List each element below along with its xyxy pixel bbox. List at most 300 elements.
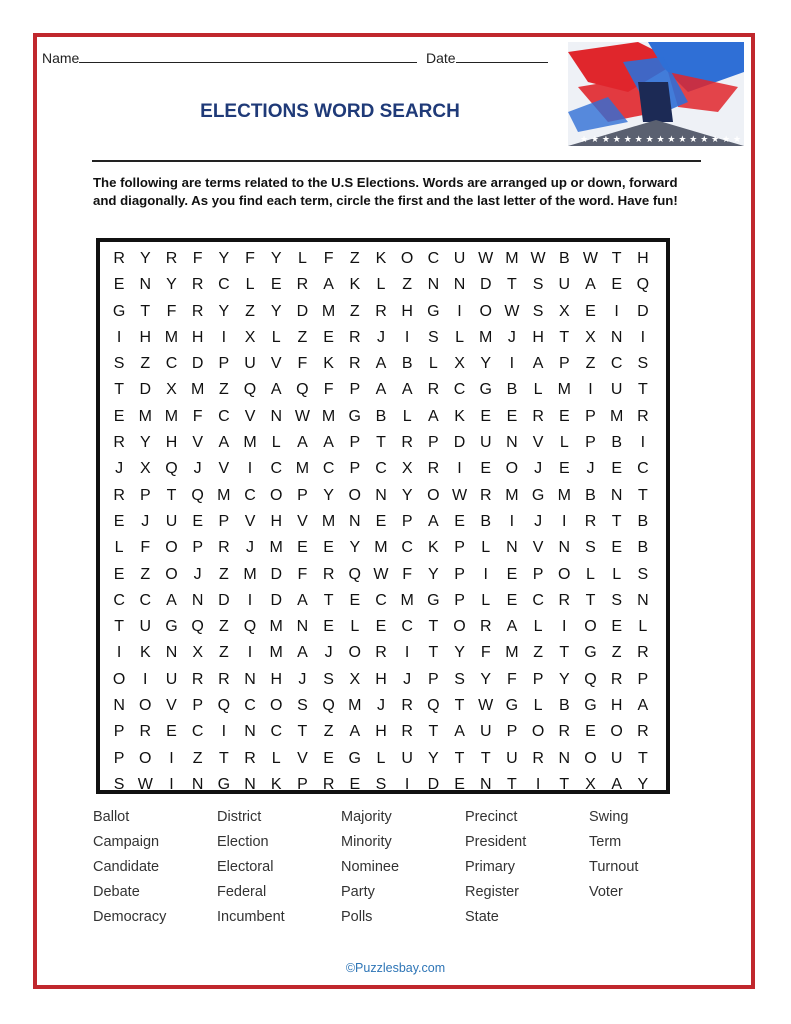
grid-letter[interactable]: P bbox=[349, 460, 361, 478]
grid-letter[interactable]: B bbox=[637, 512, 649, 530]
grid-letter[interactable]: S bbox=[637, 565, 649, 583]
grid-letter[interactable]: S bbox=[611, 591, 622, 609]
grid-letter[interactable]: J bbox=[141, 512, 150, 530]
grid-letter[interactable]: L bbox=[271, 434, 281, 452]
grid-letter[interactable]: X bbox=[166, 381, 177, 399]
grid-letter[interactable]: G bbox=[217, 775, 231, 793]
grid-letter[interactable]: E bbox=[506, 565, 518, 583]
grid-letter[interactable]: T bbox=[114, 381, 124, 399]
grid-letter[interactable]: D bbox=[270, 591, 282, 609]
grid-letter[interactable]: Z bbox=[218, 618, 229, 636]
grid-letter[interactable]: P bbox=[454, 591, 465, 609]
grid-letter[interactable]: A bbox=[454, 723, 465, 741]
name-field[interactable] bbox=[42, 50, 417, 66]
grid-letter[interactable]: T bbox=[454, 749, 465, 767]
grid-letter[interactable]: F bbox=[323, 250, 334, 267]
grid-letter[interactable]: U bbox=[610, 749, 623, 767]
grid-letter[interactable]: O bbox=[453, 618, 466, 636]
grid-letter[interactable]: W bbox=[478, 250, 494, 267]
grid-letter[interactable]: I bbox=[457, 302, 462, 320]
grid-letter[interactable]: N bbox=[244, 670, 256, 688]
grid-letter[interactable]: Z bbox=[245, 302, 255, 320]
grid-letter[interactable]: C bbox=[401, 539, 413, 557]
grid-letter[interactable]: P bbox=[113, 723, 125, 741]
grid-letter[interactable]: T bbox=[637, 381, 648, 399]
grid-letter[interactable]: N bbox=[610, 486, 623, 504]
grid-letter[interactable]: E bbox=[192, 512, 203, 530]
grid-letter[interactable]: I bbox=[562, 618, 567, 636]
grid-letter[interactable]: I bbox=[614, 302, 619, 320]
grid-letter[interactable]: C bbox=[270, 460, 282, 478]
date-blank[interactable] bbox=[456, 50, 548, 63]
grid-letter[interactable]: N bbox=[610, 328, 623, 346]
grid-letter[interactable]: F bbox=[402, 565, 413, 583]
grid-letter[interactable]: L bbox=[533, 381, 543, 399]
grid-letter[interactable]: Y bbox=[270, 250, 282, 267]
grid-letter[interactable]: N bbox=[139, 276, 152, 294]
grid-letter[interactable]: I bbox=[169, 775, 174, 793]
grid-letter[interactable]: T bbox=[428, 723, 439, 741]
grid-letter[interactable]: O bbox=[531, 723, 545, 741]
grid-letter[interactable]: R bbox=[637, 407, 649, 425]
grid-letter[interactable]: B bbox=[480, 512, 492, 530]
grid-letter[interactable]: R bbox=[558, 723, 571, 741]
grid-letter[interactable]: E bbox=[375, 512, 387, 530]
grid-letter[interactable]: C bbox=[218, 407, 230, 425]
grid-letter[interactable]: H bbox=[165, 434, 178, 452]
grid-letter[interactable]: L bbox=[350, 618, 360, 636]
grid-letter[interactable]: K bbox=[139, 644, 151, 662]
grid-letter[interactable]: F bbox=[507, 670, 517, 688]
grid-letter[interactable]: V bbox=[297, 749, 308, 767]
grid-letter[interactable]: G bbox=[505, 697, 519, 715]
grid-letter[interactable]: O bbox=[139, 697, 152, 715]
grid-letter[interactable]: M bbox=[557, 486, 571, 504]
grid-letter[interactable]: O bbox=[165, 565, 178, 583]
grid-letter[interactable]: L bbox=[271, 328, 281, 346]
grid-letter[interactable]: M bbox=[217, 486, 231, 504]
grid-letter[interactable]: H bbox=[610, 697, 623, 715]
grid-letter[interactable]: K bbox=[270, 775, 282, 793]
grid-letter[interactable]: A bbox=[323, 434, 334, 452]
grid-letter[interactable]: Z bbox=[140, 565, 151, 583]
grid-letter[interactable]: O bbox=[558, 565, 571, 583]
grid-letter[interactable]: G bbox=[531, 486, 545, 504]
grid-letter[interactable]: P bbox=[585, 434, 596, 452]
grid-letter[interactable]: E bbox=[297, 539, 308, 557]
grid-letter[interactable]: L bbox=[533, 618, 543, 636]
grid-letter[interactable]: O bbox=[584, 749, 597, 767]
grid-letter[interactable]: D bbox=[218, 591, 230, 609]
grid-letter[interactable]: I bbox=[535, 775, 541, 793]
grid-letter[interactable]: N bbox=[375, 486, 387, 504]
grid-letter[interactable]: O bbox=[427, 486, 440, 504]
grid-letter[interactable]: A bbox=[297, 434, 308, 452]
grid-letter[interactable]: I bbox=[221, 328, 227, 346]
grid-letter[interactable]: Z bbox=[140, 355, 151, 373]
grid-letter[interactable]: T bbox=[454, 697, 465, 715]
grid-letter[interactable]: A bbox=[375, 355, 387, 373]
grid-letter[interactable]: L bbox=[114, 539, 124, 557]
grid-letter[interactable]: X bbox=[192, 644, 203, 662]
grid-letter[interactable]: H bbox=[375, 723, 387, 741]
grid-letter[interactable]: Y bbox=[139, 250, 151, 267]
date-field[interactable] bbox=[426, 50, 548, 66]
grid-letter[interactable]: E bbox=[113, 512, 125, 530]
grid-letter[interactable]: J bbox=[115, 460, 124, 478]
grid-letter[interactable]: L bbox=[533, 697, 543, 715]
grid-letter[interactable]: Q bbox=[636, 276, 650, 294]
grid-letter[interactable]: T bbox=[559, 775, 570, 793]
grid-letter[interactable]: M bbox=[374, 539, 388, 557]
grid-letter[interactable]: P bbox=[349, 381, 361, 399]
grid-letter[interactable]: M bbox=[400, 591, 414, 609]
grid-letter[interactable]: E bbox=[113, 276, 125, 294]
grid-letter[interactable]: U bbox=[479, 723, 492, 741]
grid-letter[interactable]: N bbox=[427, 276, 440, 294]
grid-letter[interactable]: Q bbox=[165, 460, 178, 478]
grid-letter[interactable]: Y bbox=[349, 539, 361, 557]
grid-letter[interactable]: P bbox=[297, 486, 308, 504]
grid-letter[interactable]: Q bbox=[296, 381, 309, 399]
grid-letter[interactable]: V bbox=[244, 407, 256, 425]
grid-letter[interactable]: D bbox=[453, 434, 466, 452]
grid-letter[interactable]: I bbox=[483, 565, 488, 583]
grid-letter[interactable]: Q bbox=[427, 697, 440, 715]
grid-letter[interactable]: X bbox=[401, 460, 413, 478]
grid-letter[interactable]: E bbox=[611, 460, 622, 478]
grid-letter[interactable]: R bbox=[479, 618, 492, 636]
grid-letter[interactable]: A bbox=[585, 276, 596, 294]
grid-letter[interactable]: U bbox=[506, 749, 518, 767]
grid-letter[interactable]: M bbox=[505, 250, 519, 267]
grid-letter[interactable]: L bbox=[481, 591, 491, 609]
grid-letter[interactable]: Q bbox=[348, 565, 361, 583]
grid-letter[interactable]: E bbox=[585, 302, 596, 320]
grid-letter[interactable]: N bbox=[244, 775, 256, 793]
grid-letter[interactable]: N bbox=[558, 749, 571, 767]
grid-letter[interactable]: N bbox=[191, 591, 204, 609]
grid-letter[interactable]: Z bbox=[323, 723, 334, 741]
grid-letter[interactable]: O bbox=[269, 697, 283, 715]
grid-letter[interactable]: I bbox=[640, 328, 646, 346]
grid-letter[interactable]: E bbox=[611, 539, 622, 557]
grid-letter[interactable]: I bbox=[509, 355, 515, 373]
grid-letter[interactable]: C bbox=[322, 460, 335, 478]
grid-letter[interactable]: R bbox=[113, 434, 125, 452]
grid-letter[interactable]: I bbox=[116, 644, 122, 662]
grid-letter[interactable]: J bbox=[376, 328, 385, 346]
grid-letter[interactable]: H bbox=[139, 328, 152, 346]
grid-letter[interactable]: U bbox=[165, 670, 178, 688]
grid-letter[interactable]: I bbox=[247, 460, 253, 478]
grid-letter[interactable]: N bbox=[244, 723, 256, 741]
grid-letter[interactable]: S bbox=[428, 328, 439, 346]
grid-letter[interactable]: E bbox=[480, 407, 492, 425]
grid-letter[interactable]: I bbox=[588, 381, 593, 399]
grid-letter[interactable]: E bbox=[113, 407, 125, 425]
grid-letter[interactable]: E bbox=[323, 618, 334, 636]
grid-letter[interactable]: Y bbox=[428, 749, 439, 767]
grid-letter[interactable]: R bbox=[610, 670, 623, 688]
grid-letter[interactable]: R bbox=[375, 644, 387, 662]
grid-letter[interactable]: P bbox=[532, 670, 544, 688]
grid-letter[interactable]: M bbox=[348, 697, 362, 715]
grid-letter[interactable]: U bbox=[401, 749, 413, 767]
grid-letter[interactable]: X bbox=[244, 328, 256, 346]
grid-letter[interactable]: R bbox=[296, 276, 309, 294]
grid-letter[interactable]: I bbox=[404, 644, 410, 662]
grid-letter[interactable]: E bbox=[558, 460, 570, 478]
grid-letter[interactable]: M bbox=[243, 565, 257, 583]
grid-letter[interactable]: V bbox=[244, 512, 256, 530]
grid-letter[interactable]: C bbox=[113, 591, 125, 609]
grid-letter[interactable]: Y bbox=[270, 302, 282, 320]
grid-letter[interactable]: M bbox=[190, 381, 205, 399]
grid-letter[interactable]: H bbox=[401, 302, 413, 320]
grid-letter[interactable]: S bbox=[532, 276, 544, 294]
grid-letter[interactable]: W bbox=[373, 565, 389, 583]
grid-letter[interactable]: C bbox=[532, 591, 544, 609]
grid-letter[interactable]: Y bbox=[218, 302, 230, 320]
grid-letter[interactable]: R bbox=[349, 328, 361, 346]
grid-letter[interactable]: E bbox=[611, 276, 622, 294]
grid-letter[interactable]: F bbox=[245, 250, 255, 267]
grid-letter[interactable]: S bbox=[297, 697, 308, 715]
grid-letter[interactable]: Z bbox=[402, 276, 413, 294]
grid-letter[interactable]: M bbox=[295, 460, 310, 478]
grid-letter[interactable]: O bbox=[348, 486, 361, 504]
grid-letter[interactable]: O bbox=[112, 670, 126, 688]
grid-letter[interactable]: I bbox=[457, 460, 462, 478]
grid-letter[interactable]: R bbox=[244, 749, 256, 767]
grid-letter[interactable]: F bbox=[140, 539, 151, 557]
grid-letter[interactable]: U bbox=[165, 512, 178, 530]
grid-letter[interactable]: C bbox=[165, 355, 178, 373]
grid-letter[interactable]: D bbox=[191, 355, 204, 373]
grid-letter[interactable]: A bbox=[532, 355, 544, 373]
grid-letter[interactable]: B bbox=[506, 381, 518, 399]
grid-letter[interactable]: A bbox=[270, 381, 282, 399]
grid-letter[interactable]: L bbox=[402, 407, 412, 425]
grid-letter[interactable]: E bbox=[113, 565, 125, 583]
grid-letter[interactable]: R bbox=[532, 407, 544, 425]
grid-letter[interactable]: I bbox=[247, 591, 253, 609]
grid-letter[interactable]: E bbox=[375, 618, 387, 636]
grid-letter[interactable]: M bbox=[243, 434, 257, 452]
grid-letter[interactable]: Y bbox=[139, 434, 151, 452]
grid-letter[interactable]: C bbox=[270, 723, 282, 741]
grid-letter[interactable]: M bbox=[164, 407, 179, 425]
grid-letter[interactable]: R bbox=[165, 250, 178, 267]
grid-letter[interactable]: X bbox=[585, 328, 596, 346]
grid-letter[interactable]: D bbox=[479, 276, 492, 294]
grid-letter[interactable]: A bbox=[611, 775, 622, 793]
grid-letter[interactable]: E bbox=[166, 723, 177, 741]
grid-letter[interactable]: L bbox=[612, 565, 622, 583]
grid-letter[interactable]: F bbox=[297, 355, 308, 373]
grid-letter[interactable]: E bbox=[558, 407, 570, 425]
grid-letter[interactable]: U bbox=[610, 381, 623, 399]
grid-letter[interactable]: C bbox=[401, 618, 413, 636]
grid-letter[interactable]: J bbox=[376, 697, 385, 715]
grid-letter[interactable]: J bbox=[193, 565, 202, 583]
grid-letter[interactable]: I bbox=[509, 512, 515, 530]
grid-letter[interactable]: T bbox=[218, 749, 229, 767]
grid-letter[interactable]: B bbox=[558, 697, 570, 715]
grid-letter[interactable]: U bbox=[558, 276, 571, 294]
grid-letter[interactable]: I bbox=[562, 512, 567, 530]
grid-letter[interactable]: Z bbox=[611, 644, 622, 662]
grid-letter[interactable]: G bbox=[427, 591, 440, 609]
grid-letter[interactable]: I bbox=[143, 670, 148, 688]
grid-letter[interactable]: F bbox=[480, 644, 491, 662]
grid-letter[interactable]: O bbox=[269, 486, 283, 504]
grid-letter[interactable]: Y bbox=[480, 670, 492, 688]
grid-letter[interactable]: O bbox=[505, 460, 519, 478]
grid-letter[interactable]: M bbox=[269, 618, 283, 636]
grid-letter[interactable]: T bbox=[480, 749, 491, 767]
grid-letter[interactable]: S bbox=[637, 355, 649, 373]
grid-letter[interactable]: L bbox=[428, 355, 438, 373]
grid-letter[interactable]: F bbox=[192, 407, 203, 425]
grid-letter[interactable]: X bbox=[349, 670, 361, 688]
grid-letter[interactable]: H bbox=[270, 512, 282, 530]
grid-letter[interactable]: S bbox=[585, 539, 596, 557]
grid-letter[interactable]: E bbox=[454, 512, 465, 530]
grid-letter[interactable]: F bbox=[297, 565, 308, 583]
grid-letter[interactable]: M bbox=[269, 539, 283, 557]
grid-letter[interactable]: V bbox=[218, 460, 230, 478]
grid-letter[interactable]: L bbox=[586, 565, 595, 583]
grid-letter[interactable]: Z bbox=[349, 302, 360, 320]
grid-letter[interactable]: E bbox=[323, 749, 334, 767]
grid-letter[interactable]: O bbox=[610, 723, 623, 741]
grid-letter[interactable]: P bbox=[192, 539, 203, 557]
grid-letter[interactable]: W bbox=[451, 486, 468, 504]
grid-letter[interactable]: C bbox=[191, 723, 204, 741]
grid-letter[interactable]: R bbox=[401, 723, 413, 741]
grid-letter[interactable]: Q bbox=[243, 381, 257, 399]
grid-letter[interactable]: J bbox=[246, 539, 255, 557]
grid-letter[interactable]: T bbox=[559, 644, 570, 662]
grid-letter[interactable]: E bbox=[506, 591, 518, 609]
grid-letter[interactable]: R bbox=[375, 302, 387, 320]
grid-letter[interactable]: R bbox=[349, 355, 361, 373]
grid-letter[interactable]: Z bbox=[585, 355, 596, 373]
grid-letter[interactable]: Y bbox=[558, 670, 570, 688]
grid-letter[interactable]: L bbox=[297, 250, 307, 267]
grid-letter[interactable]: X bbox=[454, 355, 465, 373]
grid-letter[interactable]: A bbox=[166, 591, 177, 609]
grid-letter[interactable]: D bbox=[427, 775, 440, 793]
grid-letter[interactable]: S bbox=[113, 775, 125, 793]
grid-letter[interactable]: L bbox=[245, 276, 255, 294]
grid-letter[interactable]: W bbox=[530, 250, 546, 267]
grid-letter[interactable]: O bbox=[479, 302, 492, 320]
grid-letter[interactable]: V bbox=[532, 539, 544, 557]
grid-letter[interactable]: G bbox=[348, 407, 361, 425]
grid-letter[interactable]: G bbox=[112, 302, 126, 320]
grid-letter[interactable]: E bbox=[323, 328, 334, 346]
grid-letter[interactable]: C bbox=[139, 591, 152, 609]
grid-letter[interactable]: N bbox=[191, 775, 204, 793]
grid-letter[interactable]: X bbox=[139, 460, 151, 478]
grid-letter[interactable]: O bbox=[584, 618, 597, 636]
grid-letter[interactable]: M bbox=[609, 407, 624, 425]
grid-letter[interactable]: R bbox=[191, 302, 204, 320]
grid-letter[interactable]: O bbox=[400, 250, 414, 267]
grid-letter[interactable]: Y bbox=[166, 276, 177, 294]
grid-letter[interactable]: Y bbox=[401, 486, 413, 504]
grid-letter[interactable]: X bbox=[585, 775, 596, 793]
grid-letter[interactable]: R bbox=[113, 250, 125, 267]
grid-letter[interactable]: S bbox=[375, 775, 387, 793]
grid-letter[interactable]: P bbox=[454, 565, 465, 583]
grid-letter[interactable]: N bbox=[349, 512, 361, 530]
grid-letter[interactable]: R bbox=[479, 486, 492, 504]
grid-letter[interactable]: R bbox=[191, 670, 204, 688]
grid-letter[interactable]: P bbox=[349, 434, 361, 452]
grid-letter[interactable]: M bbox=[505, 644, 519, 662]
grid-letter[interactable]: A bbox=[428, 407, 439, 425]
grid-letter[interactable]: D bbox=[296, 302, 309, 320]
grid-letter[interactable]: G bbox=[584, 644, 597, 662]
grid-letter[interactable]: T bbox=[585, 591, 596, 609]
grid-letter[interactable]: Q bbox=[191, 618, 204, 636]
grid-letter[interactable]: C bbox=[610, 355, 623, 373]
grid-letter[interactable]: V bbox=[532, 434, 544, 452]
grid-letter[interactable]: L bbox=[638, 618, 648, 636]
grid-letter[interactable]: K bbox=[428, 539, 439, 557]
grid-letter[interactable]: E bbox=[506, 407, 518, 425]
grid-letter[interactable]: B bbox=[375, 407, 387, 425]
grid-letter[interactable]: A bbox=[428, 512, 439, 530]
grid-letter[interactable]: T bbox=[376, 434, 386, 452]
grid-letter[interactable]: S bbox=[532, 302, 544, 320]
grid-letter[interactable]: T bbox=[637, 749, 648, 767]
grid-letter[interactable]: U bbox=[479, 434, 492, 452]
grid-letter[interactable]: B bbox=[611, 434, 622, 452]
grid-letter[interactable]: G bbox=[427, 302, 440, 320]
grid-letter[interactable]: K bbox=[323, 355, 334, 373]
grid-letter[interactable]: A bbox=[218, 434, 230, 452]
grid-letter[interactable]: N bbox=[637, 591, 649, 609]
grid-letter[interactable]: Z bbox=[297, 328, 308, 346]
grid-letter[interactable]: N bbox=[270, 407, 282, 425]
grid-letter[interactable]: F bbox=[323, 381, 334, 399]
grid-letter[interactable]: U bbox=[453, 250, 466, 267]
grid-letter[interactable]: E bbox=[480, 460, 492, 478]
grid-letter[interactable]: G bbox=[584, 697, 597, 715]
grid-letter[interactable]: E bbox=[323, 539, 334, 557]
grid-letter[interactable]: R bbox=[139, 723, 152, 741]
grid-letter[interactable]: Q bbox=[243, 618, 257, 636]
grid-letter[interactable]: P bbox=[428, 670, 439, 688]
grid-letter[interactable]: R bbox=[637, 644, 649, 662]
grid-letter[interactable]: K bbox=[375, 250, 387, 267]
grid-letter[interactable]: W bbox=[137, 775, 153, 793]
grid-letter[interactable]: O bbox=[139, 749, 152, 767]
grid-letter[interactable]: T bbox=[297, 723, 308, 741]
grid-letter[interactable]: G bbox=[348, 749, 361, 767]
grid-letter[interactable]: N bbox=[506, 539, 518, 557]
grid-letter[interactable]: J bbox=[586, 460, 595, 478]
grid-letter[interactable]: W bbox=[504, 302, 520, 320]
grid-letter[interactable]: M bbox=[164, 328, 179, 346]
grid-letter[interactable]: Z bbox=[218, 565, 229, 583]
grid-letter[interactable]: W bbox=[478, 697, 494, 715]
